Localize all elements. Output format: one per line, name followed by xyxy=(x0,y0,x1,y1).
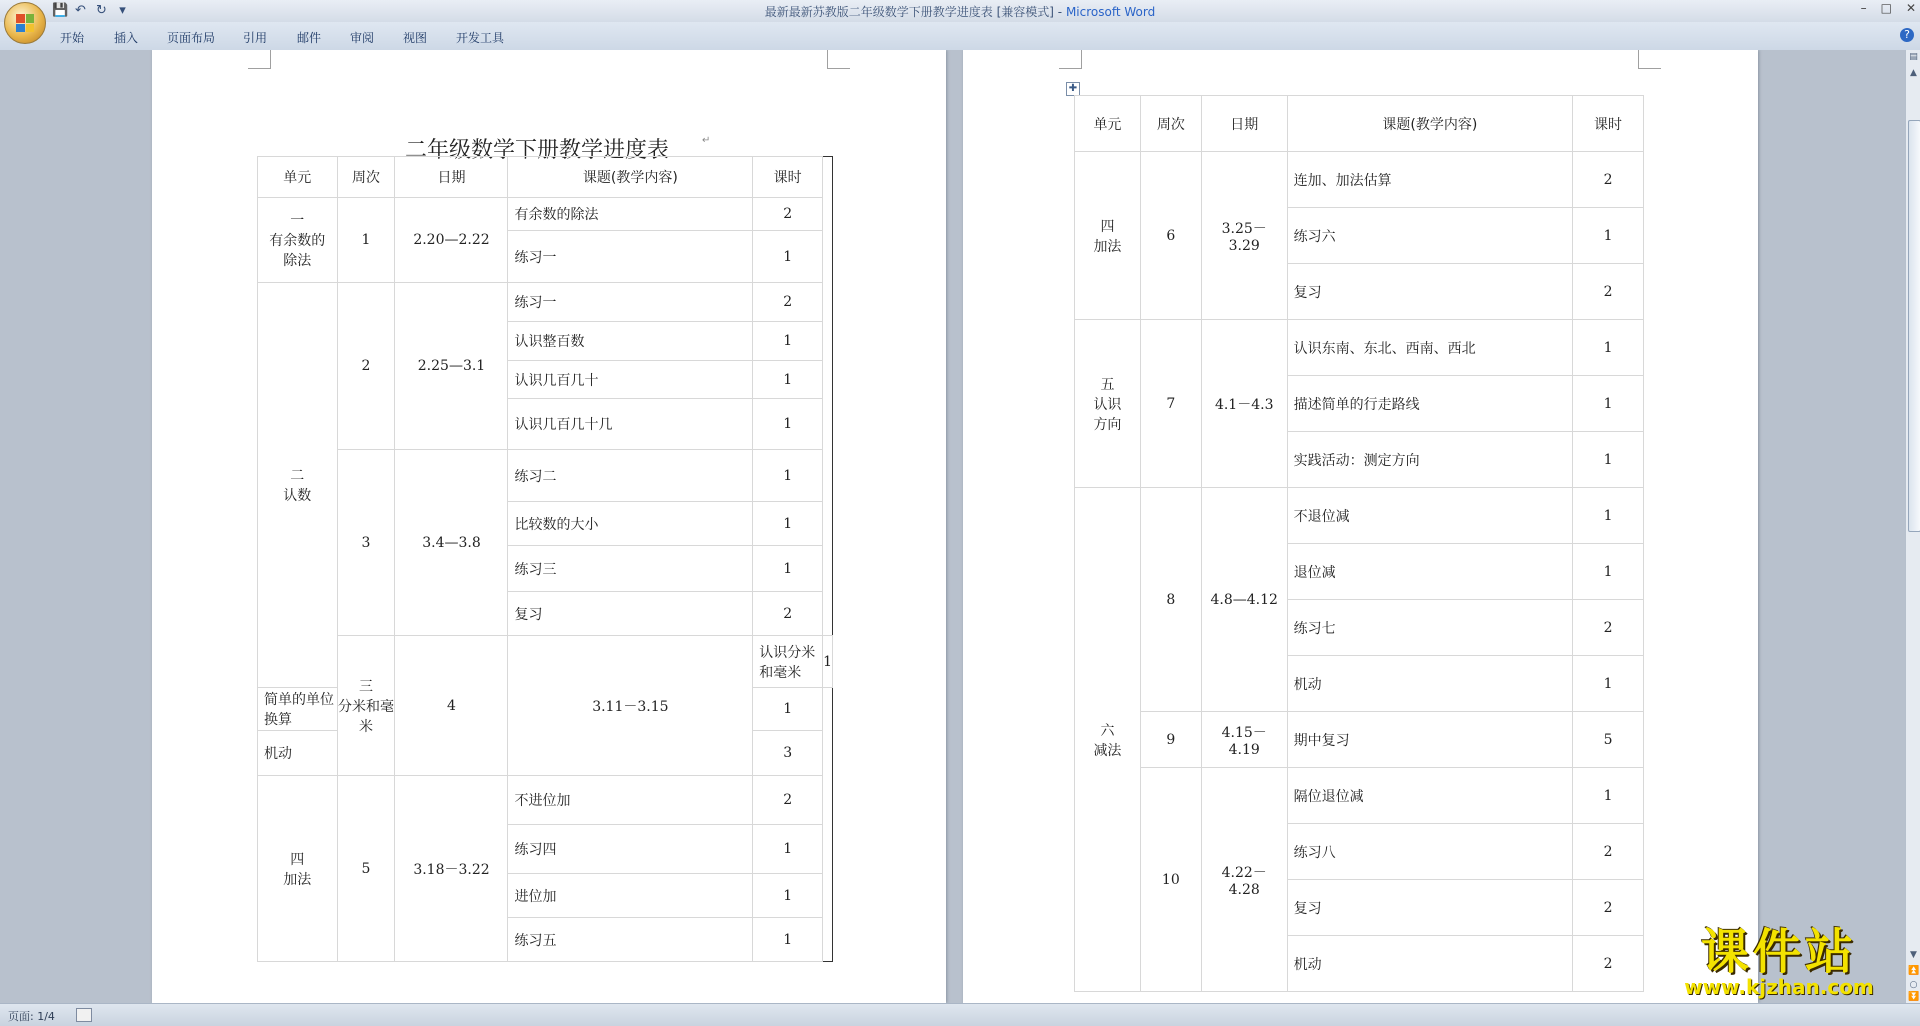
hours-cell: 1 xyxy=(753,918,823,962)
topic-cell: 练习四 xyxy=(508,825,753,874)
next-page-icon[interactable]: ⏬ xyxy=(1908,992,1920,1002)
unit-cell: 三 分米和毫 米 xyxy=(337,636,395,776)
topic-cell: 复习 xyxy=(1287,264,1572,320)
week-cell: 5 xyxy=(337,776,395,962)
hours-cell: 1 xyxy=(1573,432,1644,488)
week-cell: 8 xyxy=(1140,488,1201,712)
unit-cell: 四 加法 xyxy=(1075,152,1141,320)
redo-icon[interactable]: ↻ xyxy=(96,3,107,18)
close-icon[interactable]: ✕ xyxy=(1905,1,1916,15)
window-controls xyxy=(1861,1,1916,15)
hours-cell: 1 xyxy=(753,231,823,283)
topic-cell: 练习三 xyxy=(508,546,753,592)
hours-cell: 2 xyxy=(1573,152,1644,208)
office-button[interactable] xyxy=(4,2,46,44)
crop-mark xyxy=(827,50,850,69)
header-date: 日期 xyxy=(395,157,508,198)
table-move-handle-icon[interactable]: ✚ xyxy=(1066,82,1080,96)
week-cell: 10 xyxy=(1140,768,1201,992)
topic-cell: 练习五 xyxy=(508,918,753,962)
crop-mark xyxy=(1638,50,1661,69)
date-cell: 3.11－3.15 xyxy=(508,636,753,776)
topic-cell: 进位加 xyxy=(508,874,753,918)
app-name: Microsoft Word xyxy=(1065,5,1156,19)
hours-cell: 1 xyxy=(753,825,823,874)
title-bar xyxy=(0,0,1920,23)
tab-page-layout[interactable]: 页面布局 xyxy=(167,31,216,45)
hours-cell: 2 xyxy=(753,592,823,636)
customize-qat-icon[interactable]: ▾ xyxy=(119,3,126,18)
hours-cell: 1 xyxy=(753,546,823,592)
unit-cell: 四 加法 xyxy=(258,776,338,962)
tab-review[interactable]: 审阅 xyxy=(350,31,375,45)
topic-cell: 比较数的大小 xyxy=(508,502,753,546)
tab-view[interactable]: 视图 xyxy=(403,31,428,45)
header-unit: 单元 xyxy=(258,157,338,198)
topic-cell: 退位减 xyxy=(1287,544,1572,600)
topic-cell: 认识东南、东北、西南、西北 xyxy=(1287,320,1572,376)
hours-cell: 2 xyxy=(753,776,823,825)
hours-cell: 2 xyxy=(1573,824,1644,880)
header-hours: 课时 xyxy=(1573,96,1644,152)
hours-cell: 1 xyxy=(753,361,823,399)
date-cell: 4.22－ 4.28 xyxy=(1201,768,1287,992)
topic-cell: 复习 xyxy=(508,592,753,636)
topic-cell: 练习七 xyxy=(1287,600,1572,656)
document-name: 最新最新苏教版二年级数学下册教学进度表 [兼容模式] xyxy=(764,5,1054,19)
status-bar xyxy=(0,1003,1920,1026)
header-unit: 单元 xyxy=(1075,96,1141,152)
schedule-table-2 xyxy=(1074,95,1644,992)
topic-cell: 认识分米和毫米 xyxy=(753,636,823,688)
minimize-icon[interactable]: – xyxy=(1860,1,1867,15)
header-hours: 课时 xyxy=(753,157,823,198)
header-week: 周次 xyxy=(337,157,395,198)
topic-cell: 练习六 xyxy=(1287,208,1572,264)
topic-cell: 练习一 xyxy=(508,283,753,322)
hours-cell: 2 xyxy=(1573,264,1644,320)
hours-cell: 2 xyxy=(1573,600,1644,656)
week-cell: 3 xyxy=(337,450,395,636)
hours-cell: 1 xyxy=(1573,544,1644,600)
topic-cell: 不退位减 xyxy=(1287,488,1572,544)
date-cell: 3.18－3.22 xyxy=(395,776,508,962)
date-cell: 2.20—2.22 xyxy=(395,198,508,283)
header-topic: 课题(教学内容) xyxy=(508,157,753,198)
topic-cell: 不进位加 xyxy=(508,776,753,825)
hours-cell: 1 xyxy=(753,874,823,918)
hours-cell: 2 xyxy=(1573,880,1644,936)
scroll-down-icon[interactable]: ▼ xyxy=(1910,950,1917,960)
ruler-toggle-icon[interactable]: ▤ xyxy=(1909,52,1918,62)
window-title xyxy=(0,3,1920,20)
date-cell: 3.4—3.8 xyxy=(395,450,508,636)
browse-object-icon[interactable]: ○ xyxy=(1909,980,1918,990)
tab-developer[interactable]: 开发工具 xyxy=(456,31,505,45)
hours-cell: 1 xyxy=(1573,208,1644,264)
schedule-table-1 xyxy=(257,156,833,962)
unit-cell: 二 认数 xyxy=(258,283,338,688)
hours-cell: 2 xyxy=(753,198,823,231)
topic-cell: 练习二 xyxy=(508,450,753,502)
crop-mark xyxy=(248,50,271,69)
date-cell: 3.25－ 3.29 xyxy=(1201,152,1287,320)
crop-mark xyxy=(1059,50,1082,69)
page-indicator[interactable]: 页面: 1/4 xyxy=(8,1010,55,1023)
date-cell: 2.25—3.1 xyxy=(395,283,508,450)
document-page-2 xyxy=(963,50,1758,1003)
topic-cell: 连加、加法估算 xyxy=(1287,152,1572,208)
document-workspace xyxy=(0,50,1905,1003)
hours-cell: 1 xyxy=(753,688,823,731)
scroll-up-icon[interactable]: ▲ xyxy=(1910,68,1917,78)
topic-cell: 描述简单的行走路线 xyxy=(1287,376,1572,432)
document-page-1 xyxy=(152,50,946,1003)
undo-icon[interactable]: ↶ xyxy=(75,3,86,18)
topic-cell: 期中复习 xyxy=(1287,712,1572,768)
header-date: 日期 xyxy=(1201,96,1287,152)
topic-cell: 机动 xyxy=(258,731,338,776)
watermark-logo-text: 课件站 xyxy=(1700,924,1857,980)
help-icon[interactable]: ? xyxy=(1900,28,1914,42)
hours-cell: 1 xyxy=(753,502,823,546)
title-separator: - xyxy=(1053,5,1066,19)
topic-cell: 机动 xyxy=(1287,936,1572,992)
hours-cell: 1 xyxy=(1573,656,1644,712)
week-cell: 6 xyxy=(1140,152,1201,320)
tab-mailings[interactable]: 邮件 xyxy=(297,31,322,45)
topic-cell: 复习 xyxy=(1287,880,1572,936)
topic-cell: 练习八 xyxy=(1287,824,1572,880)
topic-cell: 练习一 xyxy=(508,231,753,283)
hours-cell: 2 xyxy=(1573,936,1644,992)
previous-page-icon[interactable]: ⏫ xyxy=(1908,966,1920,976)
week-cell: 2 xyxy=(337,283,395,450)
week-cell: 1 xyxy=(337,198,395,283)
date-cell: 4.15－ 4.19 xyxy=(1201,712,1287,768)
hours-cell: 3 xyxy=(753,731,823,776)
topic-cell: 简单的单位换算 xyxy=(258,688,338,731)
macro-record-icon[interactable] xyxy=(76,1008,92,1022)
unit-cell: 五 认识 方向 xyxy=(1075,320,1141,488)
topic-cell: 隔位退位减 xyxy=(1287,768,1572,824)
hours-cell: 1 xyxy=(753,399,823,450)
tab-home[interactable]: 开始 xyxy=(60,31,85,45)
hours-cell: 2 xyxy=(753,283,823,322)
week-cell: 4 xyxy=(395,636,508,776)
hours-cell: 1 xyxy=(1573,768,1644,824)
tab-references[interactable]: 引用 xyxy=(243,31,268,45)
week-cell: 7 xyxy=(1140,320,1201,488)
hours-cell: 5 xyxy=(1573,712,1644,768)
topic-cell: 机动 xyxy=(1287,656,1572,712)
watermark-url: www.kjzhan.com xyxy=(1684,975,1874,999)
unit-cell: 一 有余数的 除法 xyxy=(258,198,338,283)
paragraph-mark: ↵ xyxy=(702,135,711,146)
date-cell: 4.1－4.3 xyxy=(1201,320,1287,488)
tab-insert[interactable]: 插入 xyxy=(114,31,139,45)
header-topic: 课题(教学内容) xyxy=(1287,96,1572,152)
hours-cell: 1 xyxy=(753,450,823,502)
document-title: 二年级数学下册教学进度表 xyxy=(405,138,670,163)
header-week: 周次 xyxy=(1140,96,1201,152)
topic-cell: 认识整百数 xyxy=(508,322,753,361)
save-icon[interactable]: 💾 xyxy=(52,3,69,18)
maximize-icon[interactable]: □ xyxy=(1880,1,1892,15)
hours-cell: 1 xyxy=(1573,320,1644,376)
topic-cell: 有余数的除法 xyxy=(508,198,753,231)
ribbon-tabs xyxy=(0,22,1920,51)
site-watermark xyxy=(1666,924,1892,999)
hours-cell: 1 xyxy=(1573,488,1644,544)
scroll-thumb[interactable] xyxy=(1908,120,1920,532)
vertical-scrollbar[interactable] xyxy=(1905,50,1920,1003)
date-cell: 4.8—4.12 xyxy=(1201,488,1287,712)
week-cell: 9 xyxy=(1140,712,1201,768)
unit-cell: 六 减法 xyxy=(1075,488,1141,992)
hours-cell: 1 xyxy=(823,636,833,688)
hours-cell: 1 xyxy=(1573,376,1644,432)
hours-cell: 1 xyxy=(753,322,823,361)
topic-cell: 实践活动：测定方向 xyxy=(1287,432,1572,488)
topic-cell: 认识几百几十 xyxy=(508,361,753,399)
topic-cell: 认识几百几十几 xyxy=(508,399,753,450)
office-logo-icon xyxy=(16,14,34,32)
